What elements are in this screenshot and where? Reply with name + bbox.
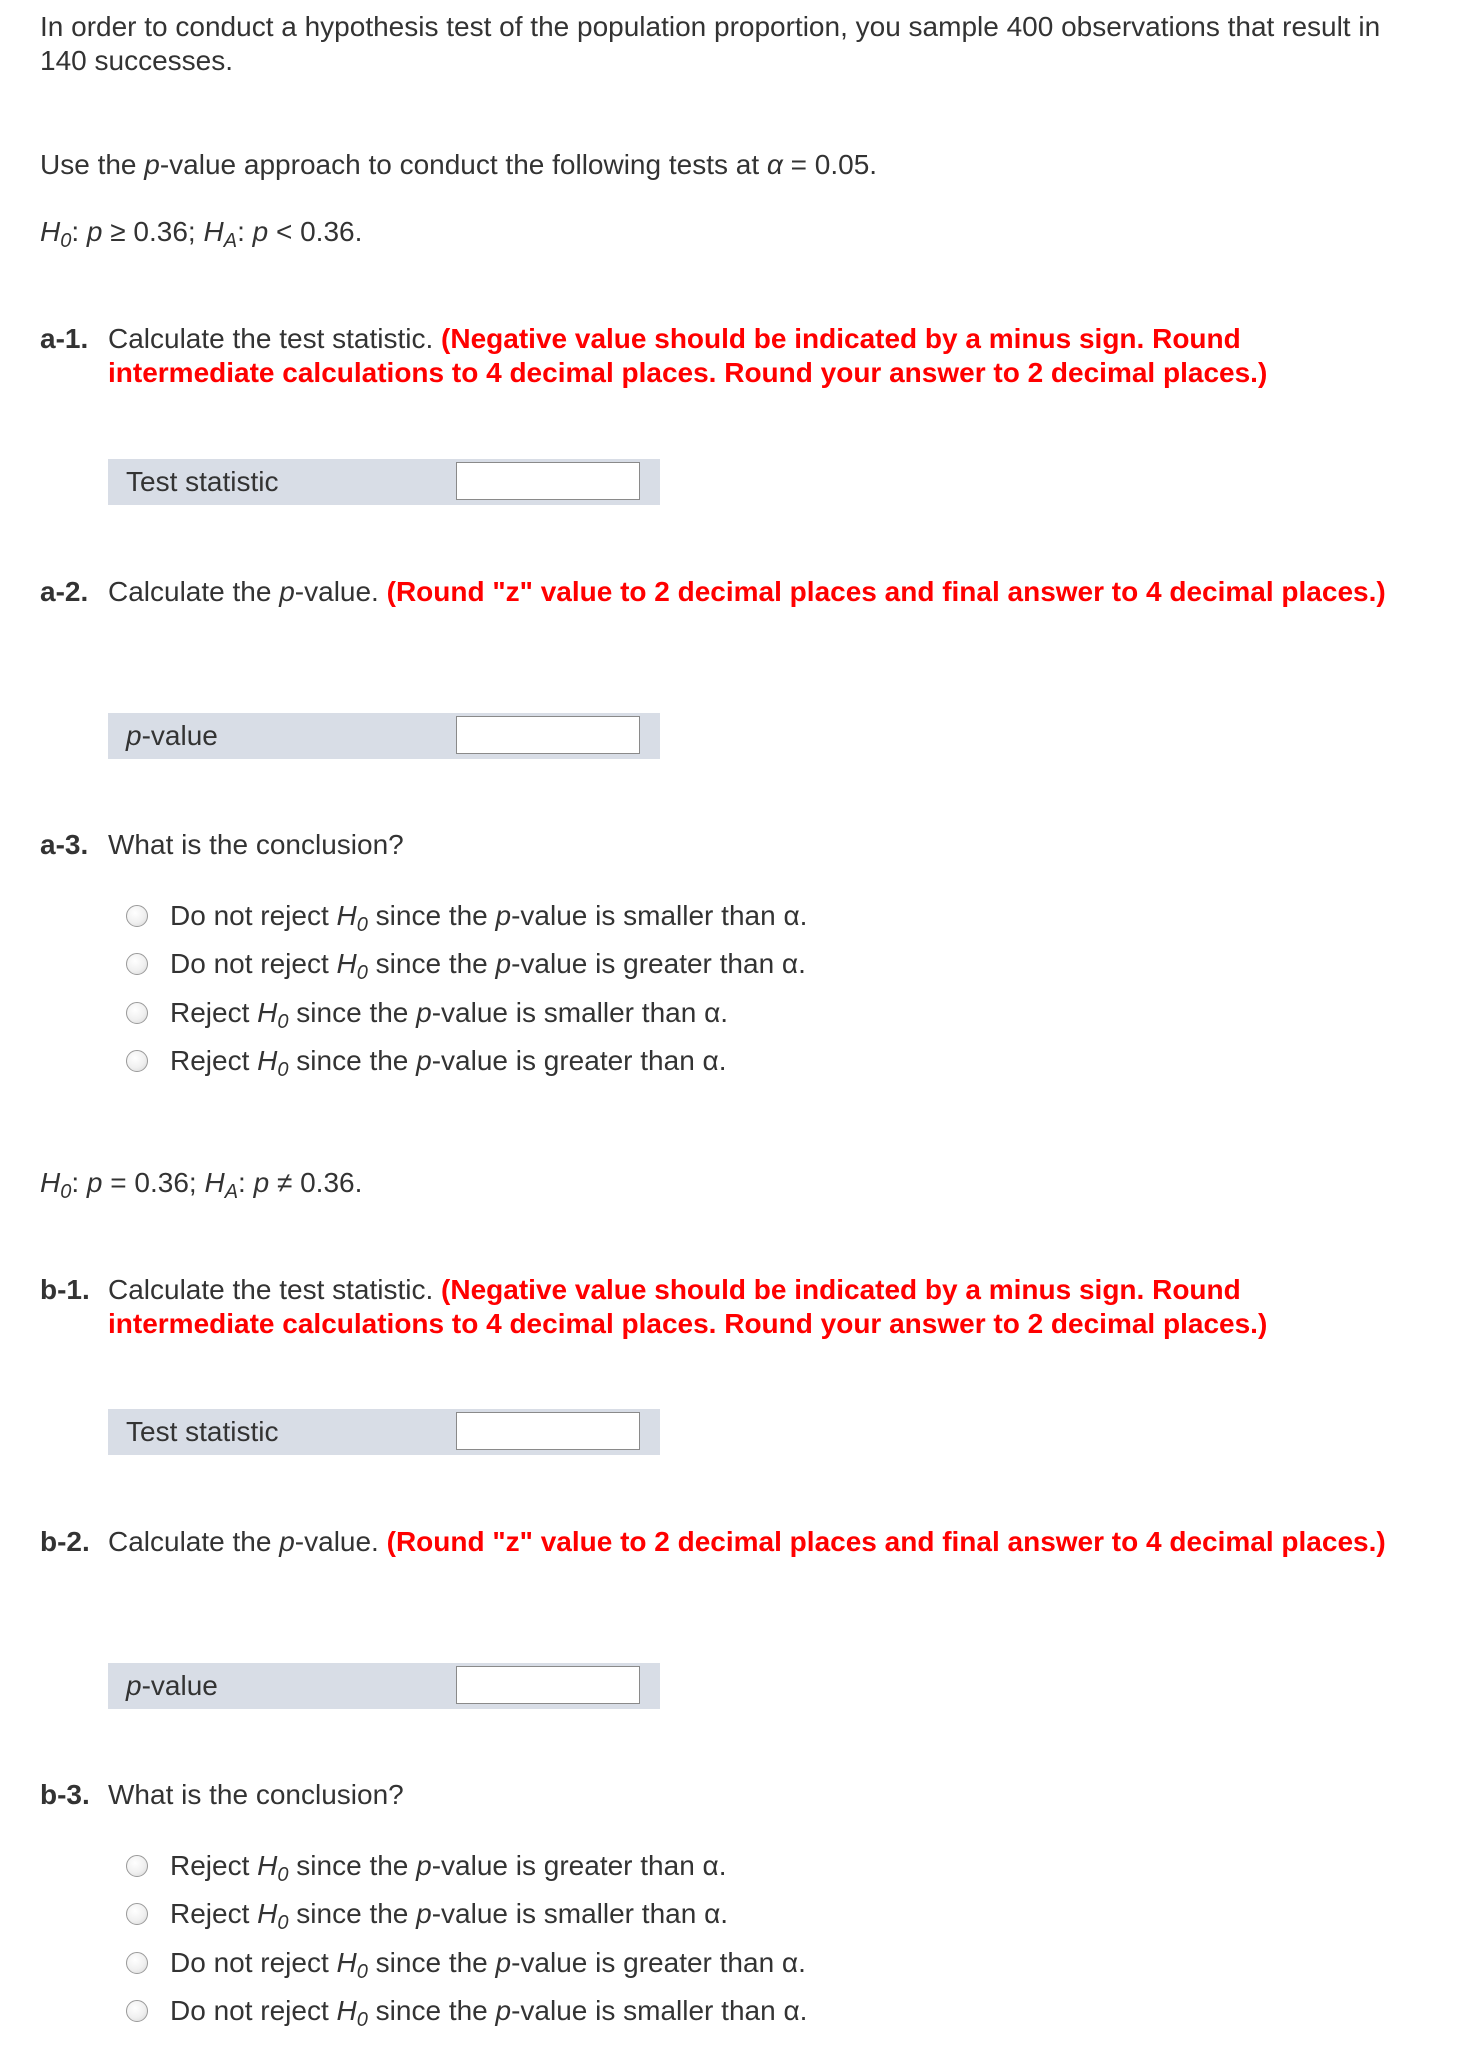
conclusion-option-a3-3[interactable]	[124, 994, 1024, 1034]
conclusion-option-b3-3[interactable]	[124, 1944, 1024, 1984]
conclusion-option-b3-4[interactable]	[124, 1992, 1024, 2032]
question-b1: Calculate the test statistic. (Negative value should be indicated by a minus sign. Round intermediate calculations to 4 decimal places. Round your answer to 2 decimal places.)	[108, 1274, 1268, 1339]
hint-a2: (Round "z" value to 2 decimal places and final answer to 4 decimal places.)	[386, 576, 1386, 607]
instruction-line: Use the p-value approach to conduct the following tests at α = 0.05.	[40, 149, 878, 180]
conclusion-option-a3-1[interactable]	[124, 897, 1024, 937]
field-label-a2: p-value	[126, 720, 218, 751]
hint-a1: (Negative value should be indicated by a minus sign. Round intermediate calculations to 4 decimal places. Round your answer to 2 decimal places.)	[108, 323, 1268, 388]
radio-button[interactable]	[126, 1050, 148, 1072]
field-row-b2	[108, 1663, 660, 1709]
question-number-b2: b-2.	[40, 1526, 90, 1557]
radio-button[interactable]	[126, 1952, 148, 1974]
conclusion-option-a3-4[interactable]	[124, 1042, 1024, 1082]
question-a2: Calculate the p-value. (Round "z" value to 2 decimal places and final answer to 4 decimal places.)	[108, 576, 1386, 607]
option-label: Reject $H_0$ since the p-value is smaller than α.	[170, 997, 729, 1033]
radio-button[interactable]	[126, 1855, 148, 1877]
radio-button[interactable]	[126, 905, 148, 927]
field-label-b1: Test statistic	[126, 1416, 279, 1447]
question-number-a1: a-1.	[40, 323, 89, 354]
option-label: Do not reject $H_0$ since the p-value is smaller than α.	[170, 1995, 808, 2031]
field-row-b1	[108, 1409, 660, 1455]
radio-button[interactable]	[126, 1903, 148, 1925]
test-statistic-input-b1[interactable]	[456, 1412, 640, 1450]
hypothesis-b: $H_0$: p = 0.36; $H_A$: p ≠ 0.36.	[40, 1167, 363, 1203]
test-statistic-input-a1[interactable]	[456, 462, 640, 500]
problem-intro: In order to conduct a hypothesis test of the population proportion, you sample 400 observations that result in 140 successes.	[40, 11, 1381, 76]
question-b2: Calculate the p-value. (Round "z" value to 2 decimal places and final answer to 4 decimal places.)	[108, 1526, 1386, 1557]
conclusion-option-b3-1[interactable]	[124, 1847, 1024, 1887]
conclusion-option-b3-2[interactable]	[124, 1895, 1024, 1935]
p-value-input-a2[interactable]	[456, 716, 640, 754]
option-label: Do not reject $H_0$ since the p-value is smaller than α.	[170, 900, 808, 936]
conclusion-option-a3-2[interactable]	[124, 945, 1024, 985]
hypothesis-a: $H_0$: p ≥ 0.36; $H_A$: p < 0.36.	[40, 216, 363, 252]
question-number-b3: b-3.	[40, 1779, 90, 1810]
option-label: Reject $H_0$ since the p-value is smaller than α.	[170, 1898, 729, 1934]
option-label: Do not reject $H_0$ since the p-value is greater than α.	[170, 948, 806, 984]
hint-b2: (Round "z" value to 2 decimal places and final answer to 4 decimal places.)	[386, 1526, 1386, 1557]
hint-b1: (Negative value should be indicated by a minus sign. Round intermediate calculations to 4 decimal places. Round your answer to 2 decimal places.)	[108, 1274, 1268, 1339]
question-a1: Calculate the test statistic. (Negative value should be indicated by a minus sign. Round intermediate calculations to 4 decimal places. Round your answer to 2 decimal places.)	[108, 323, 1268, 388]
field-row-a1	[108, 459, 660, 505]
option-label: Reject $H_0$ since the p-value is greater than α.	[170, 1850, 727, 1886]
field-row-a2	[108, 713, 660, 759]
field-label-b2: p-value	[126, 1670, 218, 1701]
question-a3: What is the conclusion?	[108, 829, 404, 860]
question-number-b1: b-1.	[40, 1274, 90, 1305]
radio-button[interactable]	[126, 1002, 148, 1024]
option-label: Do not reject $H_0$ since the p-value is greater than α.	[170, 1947, 806, 1983]
question-number-a2: a-2.	[40, 576, 89, 607]
option-label: Reject $H_0$ since the p-value is greater than α.	[170, 1045, 727, 1081]
radio-button[interactable]	[126, 953, 148, 975]
radio-button[interactable]	[126, 2000, 148, 2022]
question-b3: What is the conclusion?	[108, 1779, 404, 1810]
p-value-input-b2[interactable]	[456, 1666, 640, 1704]
question-number-a3: a-3.	[40, 829, 89, 860]
field-label-a1: Test statistic	[126, 466, 279, 497]
